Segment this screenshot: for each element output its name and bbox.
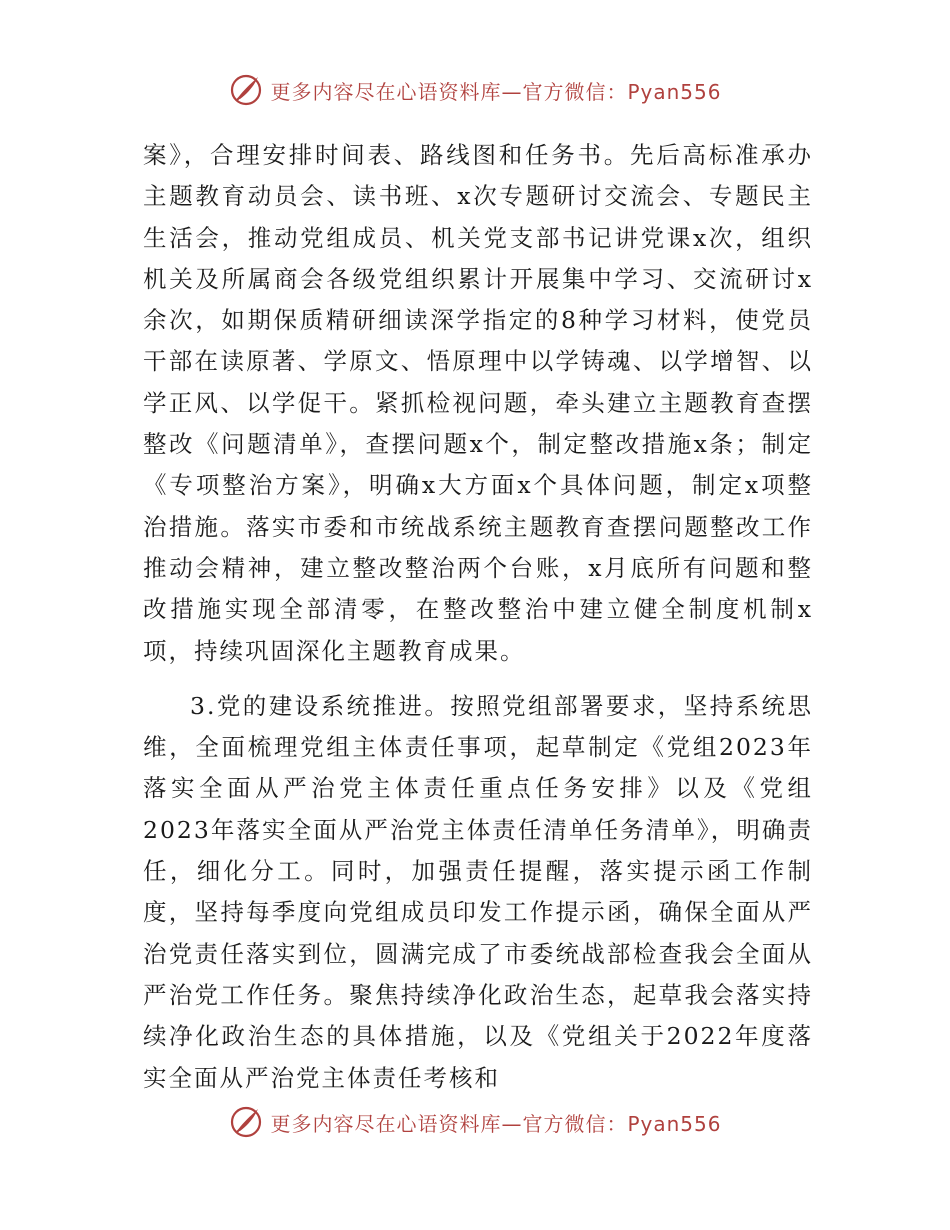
paragraph-1: 案》，合理安排时间表、路线图和任务书。先后高标准承办主题教育动员会、读书班、x次专题研讨交流会、专题民主生活会，推动党组成员、机关党支部书记讲党课x次，组织机关及所属商会各级党组织累计开展集中学习、交流研讨x余次，如期保质精研细读深学指定的8种学习材料，使党员干部在读原著、学原文、悟原理中以学铸魂、以学增智、以学正风、以学促干。紧抓检视问题，牵头建立主题教育查摆整改《问题清单》，查摆问题x个，制定整改措施x条；制定《专项整治方案》，明确x大方面x个具体问题，制定x项整治措施。落实市委和市统战系统主题教育查摆问题整改工作推动会精神，建立整改整治两个台账，x月底所有问题和整改措施实现全部清零，在整改整治中建立健全制度机制x项，持续巩固深化主题教育成果。 xyxy=(143,141,813,665)
header-watermark xyxy=(0,70,950,110)
quill-pen-logo-icon xyxy=(228,72,264,108)
quill-pen-logo-icon xyxy=(228,1104,264,1140)
footer-watermark xyxy=(0,1102,950,1142)
paragraph-2: 3.党的建设系统推进。按照党组部署要求，坚持系统思维，全面梳理党组主体责任事项，起草制定《党组2023年落实全面从严治党主体责任重点任务安排》以及《党组2023年落实全面从严治党主体责任清单任务清单》，明确责任，细化分工。同时，加强责任提醒，落实提示函工作制度，坚持每季度向党组成员印发工作提示函，确保全面从严治党责任落实到位，圆满完成了市委统战部检查我会全面从严治党工作任务。聚焦持续净化政治生态，起草我会落实持续净化政治生态的具体措施，以及《党组关于2022年度落实全面从严治党主体责任考核和 xyxy=(143,691,813,1092)
watermark-text: 更多内容尽在心语资料库—官方微信：Pyan556 xyxy=(270,79,722,104)
document-body xyxy=(143,135,813,1099)
watermark-text: 更多内容尽在心语资料库—官方微信：Pyan556 xyxy=(270,1111,722,1136)
